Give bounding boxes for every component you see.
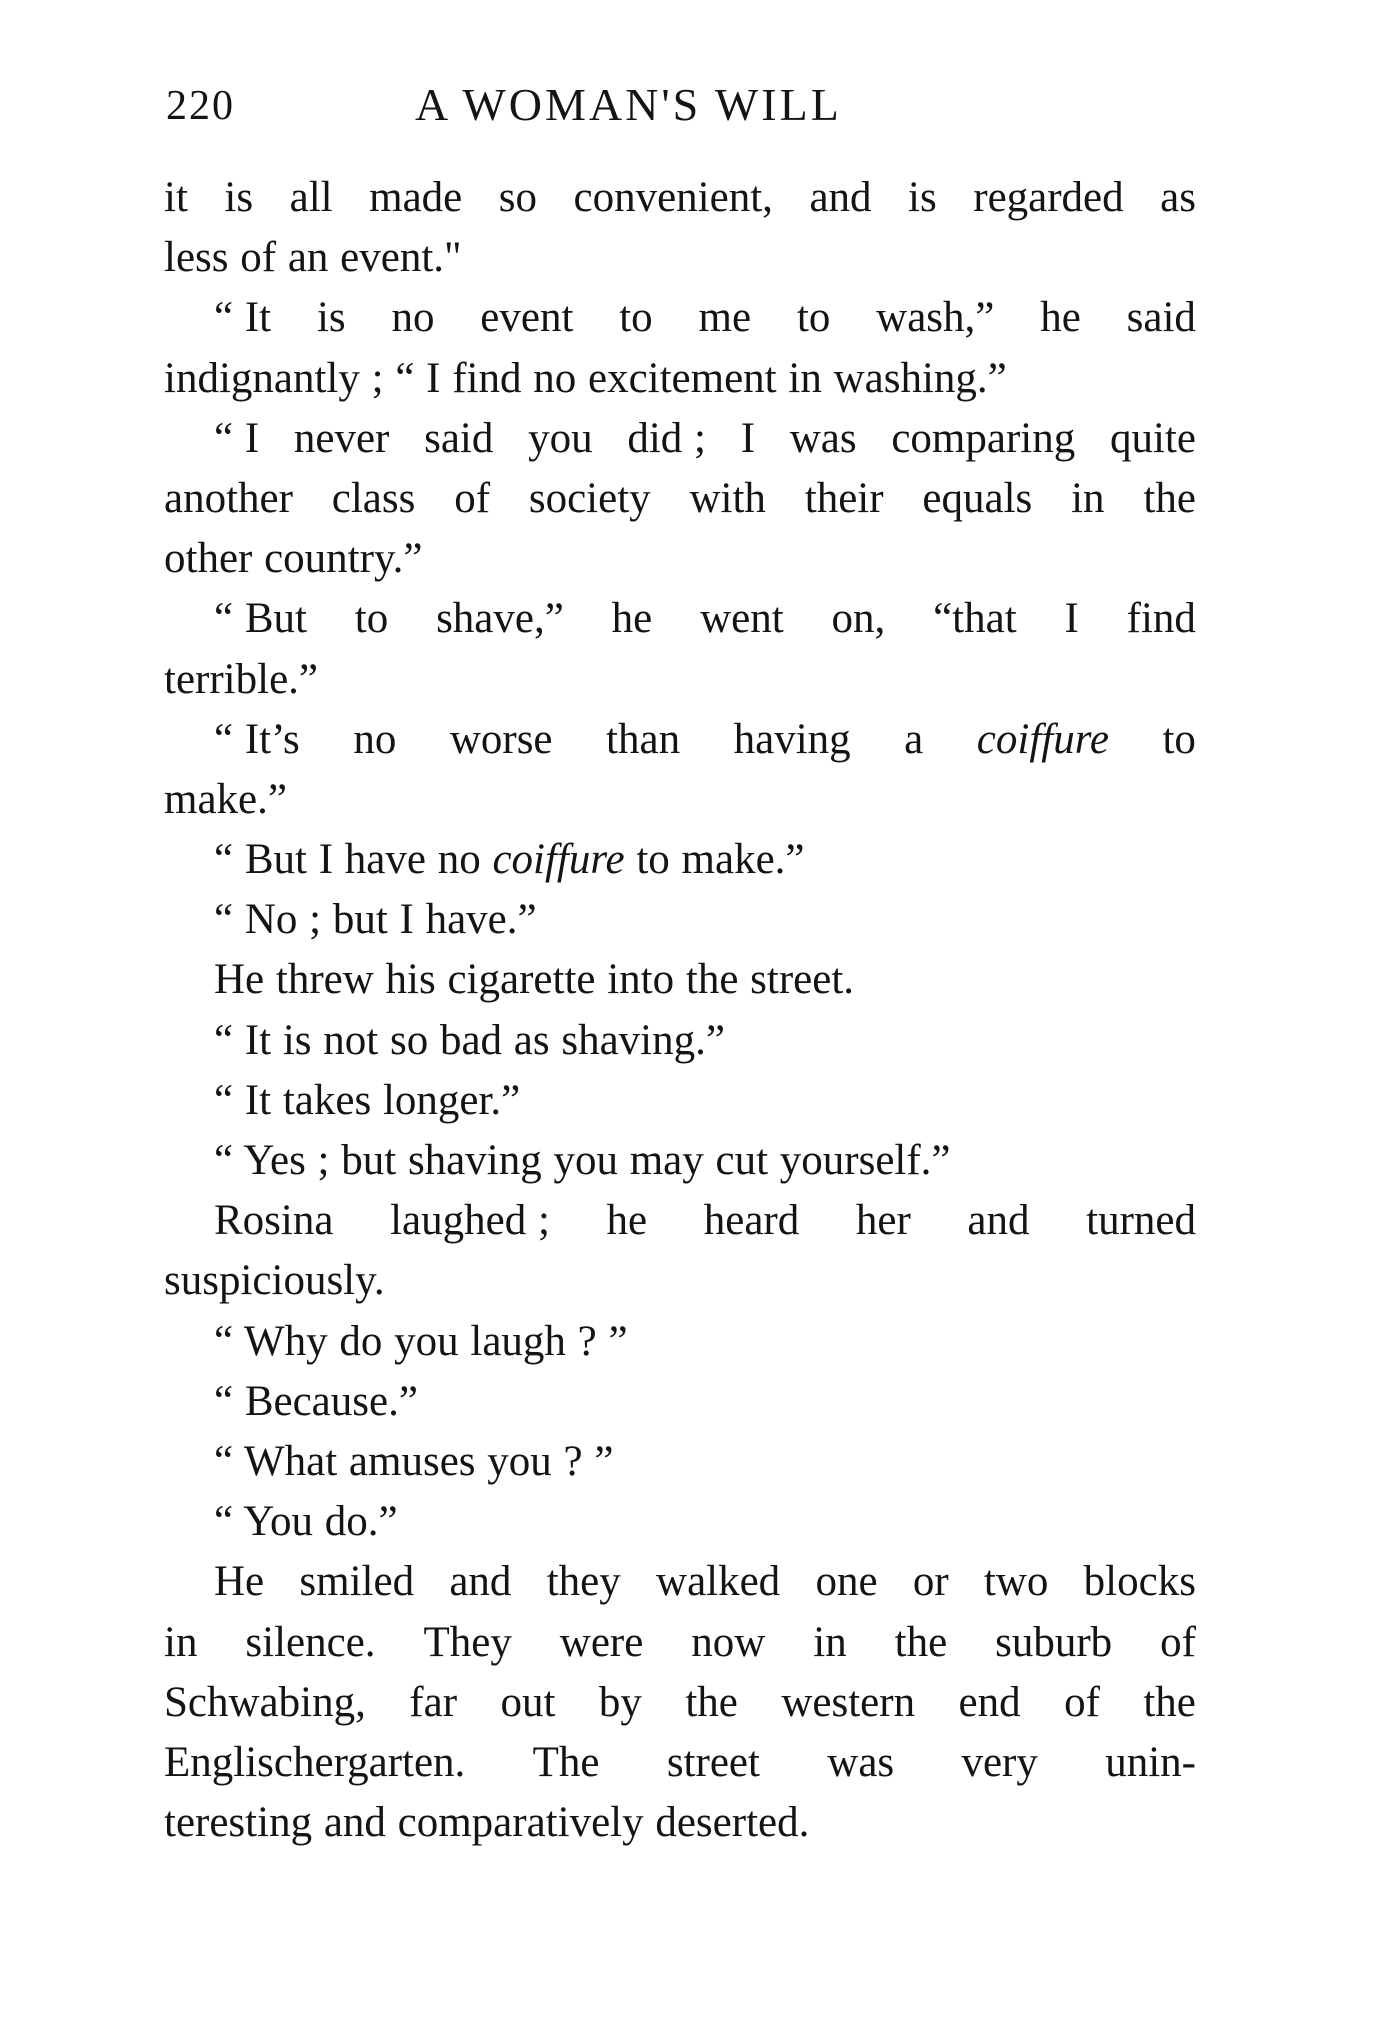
word: me bbox=[698, 294, 752, 342]
text-line bbox=[164, 1733, 1196, 1793]
text-line: “ It is not so bad as shaving.” bbox=[214, 1016, 725, 1064]
word: said bbox=[424, 414, 494, 462]
word: end bbox=[958, 1678, 1021, 1726]
text-line: “ Why do you laugh ? ” bbox=[214, 1317, 628, 1365]
word: regarded bbox=[973, 174, 1124, 221]
word: smiled bbox=[299, 1558, 415, 1606]
word: laughed ; bbox=[390, 1197, 550, 1245]
word: of bbox=[1064, 1678, 1100, 1726]
word: event bbox=[480, 294, 574, 342]
word: so bbox=[498, 174, 537, 221]
text-line bbox=[164, 830, 1196, 890]
word: another bbox=[164, 474, 293, 522]
word: unin- bbox=[1105, 1738, 1196, 1786]
text-line: make.” bbox=[164, 775, 287, 823]
word-italic bbox=[977, 710, 1109, 770]
text-line bbox=[164, 469, 1196, 529]
text-line bbox=[164, 710, 1196, 770]
word: street bbox=[666, 1738, 760, 1786]
text-line: terrible.” bbox=[164, 655, 318, 703]
word: worse bbox=[449, 715, 553, 763]
word: of bbox=[1160, 1618, 1196, 1666]
word: “ But bbox=[214, 595, 307, 643]
word: I bbox=[740, 414, 756, 462]
word: find bbox=[1126, 595, 1196, 643]
word: class bbox=[331, 474, 416, 522]
word: was bbox=[789, 414, 857, 462]
italic-text: coiffure bbox=[492, 836, 625, 884]
word: her bbox=[855, 1197, 911, 1245]
word: the bbox=[894, 1618, 948, 1666]
word: as bbox=[1160, 174, 1196, 221]
word: did ; bbox=[627, 414, 706, 462]
text-line: “ You do.” bbox=[214, 1498, 398, 1546]
word: to bbox=[1162, 715, 1196, 763]
word: were bbox=[559, 1618, 644, 1666]
word: no bbox=[391, 294, 435, 342]
text-line: other country.” bbox=[164, 535, 423, 583]
word: blocks bbox=[1083, 1558, 1196, 1606]
running-title: A WOMAN'S WILL bbox=[415, 79, 842, 130]
word: comparing bbox=[891, 414, 1076, 462]
word: society bbox=[528, 474, 651, 522]
word: the bbox=[1143, 474, 1196, 522]
word: is bbox=[908, 174, 937, 221]
text-run: “ But I have no bbox=[214, 836, 493, 884]
word: out bbox=[500, 1678, 556, 1726]
word: no bbox=[353, 715, 397, 763]
word: “ I bbox=[214, 414, 260, 462]
text-line: “ Yes ; but shaving you may cut yourself.” bbox=[214, 1137, 951, 1184]
word: and bbox=[809, 174, 872, 221]
word: he bbox=[606, 1197, 648, 1245]
text-line: indignantly ; “ I find no excitement in washing.” bbox=[164, 354, 1007, 402]
word: to bbox=[796, 294, 831, 342]
page-number: 220 bbox=[166, 83, 235, 129]
word: very bbox=[961, 1738, 1038, 1786]
word: now bbox=[691, 1618, 766, 1666]
word: having bbox=[733, 715, 851, 763]
text-line: teresting and comparatively deserted. bbox=[164, 1799, 810, 1847]
word: western bbox=[781, 1678, 916, 1726]
text-line: less of an event." bbox=[164, 234, 462, 282]
word: “that bbox=[933, 595, 1017, 643]
word: “ It’s bbox=[214, 715, 300, 763]
word: convenient, bbox=[573, 174, 773, 221]
word: or bbox=[912, 1558, 949, 1606]
word: he bbox=[1040, 294, 1081, 342]
text-line bbox=[164, 168, 1196, 228]
word: turned bbox=[1086, 1197, 1196, 1245]
word: of bbox=[454, 474, 491, 522]
word: “ It bbox=[214, 294, 272, 342]
text-line bbox=[164, 589, 1196, 649]
text-line bbox=[164, 1613, 1196, 1673]
word: one bbox=[815, 1558, 878, 1606]
word: walked bbox=[656, 1558, 781, 1606]
word: Rosina bbox=[214, 1197, 334, 1245]
word: you bbox=[528, 414, 593, 462]
word: far bbox=[409, 1678, 458, 1726]
word: a bbox=[904, 715, 924, 763]
running-head bbox=[164, 78, 1196, 138]
word: it bbox=[164, 174, 188, 221]
word: They bbox=[423, 1618, 512, 1666]
text-line: “ No ; but I have.” bbox=[214, 896, 537, 944]
italic-text: coiffure bbox=[976, 715, 1109, 763]
word: he bbox=[611, 595, 653, 643]
text-line bbox=[164, 1673, 1196, 1733]
word: to bbox=[354, 595, 389, 643]
text-line bbox=[164, 409, 1196, 469]
word: silence. bbox=[245, 1618, 376, 1666]
word: and bbox=[967, 1197, 1030, 1245]
word: to bbox=[619, 294, 653, 342]
text-line: “ What amuses you ? ” bbox=[214, 1437, 614, 1485]
word: the bbox=[1143, 1678, 1196, 1726]
word: is bbox=[316, 294, 346, 342]
word: in bbox=[813, 1618, 847, 1666]
word: shave,” bbox=[436, 595, 564, 643]
word: I bbox=[1064, 595, 1079, 643]
word: in bbox=[1071, 474, 1105, 522]
word: on, bbox=[831, 595, 886, 643]
word: Englischergarten. bbox=[164, 1738, 466, 1786]
word: than bbox=[606, 715, 681, 763]
word: the bbox=[685, 1678, 738, 1726]
text-line: “ Because.” bbox=[214, 1377, 418, 1425]
word: He bbox=[214, 1558, 265, 1606]
body-text bbox=[164, 168, 1196, 1853]
text-line bbox=[164, 1552, 1196, 1612]
word: quite bbox=[1109, 414, 1196, 462]
word: all bbox=[289, 174, 333, 221]
word: heard bbox=[703, 1197, 800, 1245]
word: two bbox=[983, 1558, 1049, 1606]
word: their bbox=[804, 474, 884, 522]
word: Schwabing, bbox=[164, 1678, 366, 1726]
text-line bbox=[164, 1191, 1196, 1251]
word: went bbox=[700, 595, 784, 643]
word: and bbox=[449, 1558, 512, 1606]
text-line bbox=[164, 288, 1196, 348]
text-line: suspiciously. bbox=[164, 1257, 385, 1305]
word: equals bbox=[922, 474, 1033, 522]
word: suburb bbox=[995, 1618, 1113, 1666]
word: was bbox=[827, 1738, 895, 1786]
word: by bbox=[598, 1678, 642, 1726]
word: is bbox=[224, 174, 254, 221]
word: in bbox=[164, 1618, 198, 1666]
word: they bbox=[546, 1558, 621, 1606]
word: made bbox=[369, 174, 463, 221]
word: with bbox=[689, 474, 766, 522]
text-run: to make.” bbox=[624, 836, 805, 884]
word: said bbox=[1126, 294, 1196, 342]
word: never bbox=[293, 414, 390, 462]
text-line: “ It takes longer.” bbox=[214, 1076, 521, 1124]
word: The bbox=[532, 1738, 600, 1786]
text-line: He threw his cigarette into the street. bbox=[214, 956, 855, 1004]
word: wash,” bbox=[876, 294, 995, 342]
